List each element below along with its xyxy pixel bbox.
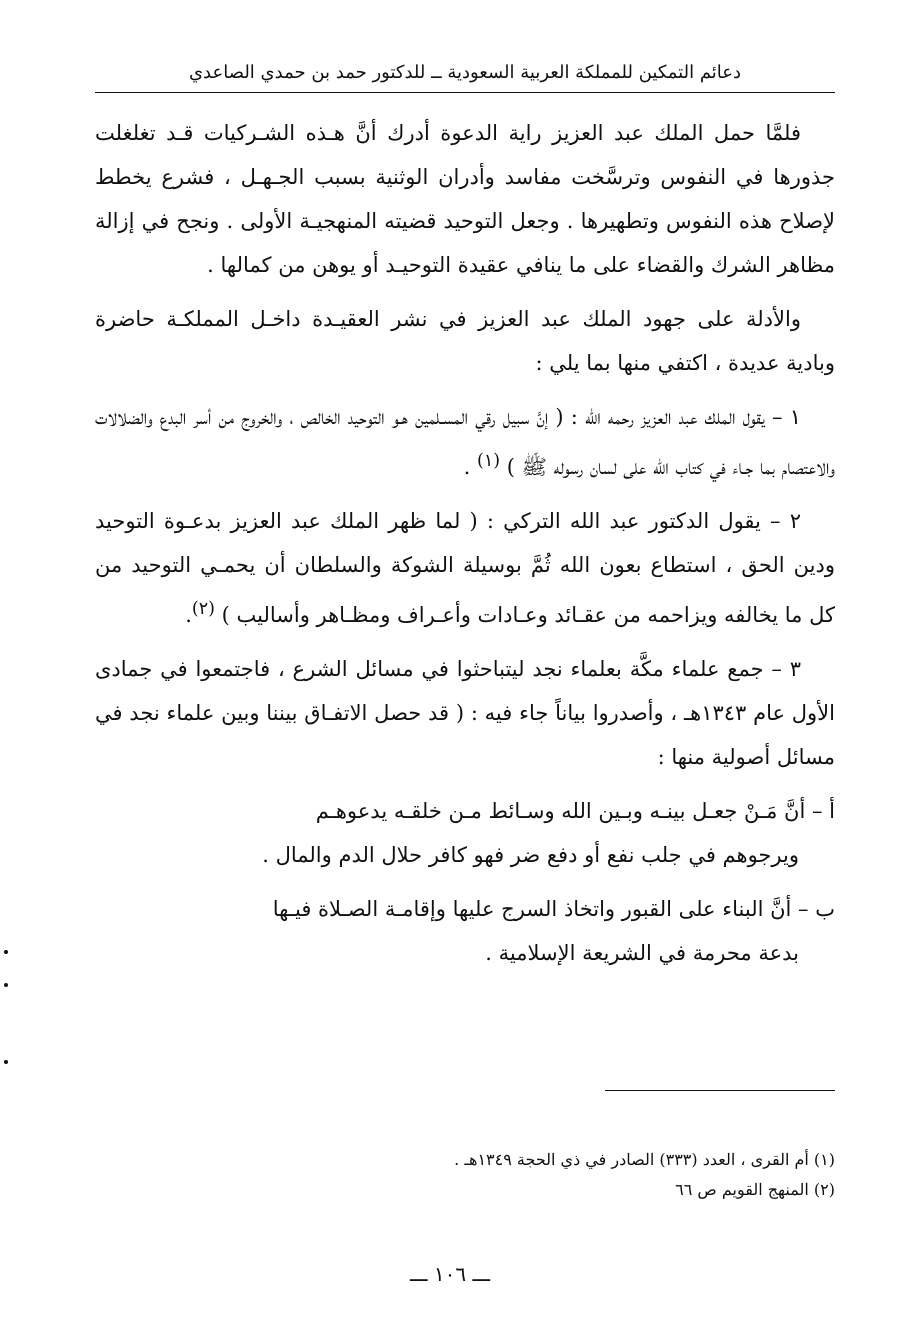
paragraph-4 <box>95 499 835 637</box>
list-item-b-first: ب – أنَّ البناء على القبور واتخاذ السرج عليها وإقامـة الصـلاة فيـها <box>272 897 835 921</box>
paragraph-5: ٣ – جمع علماء مكَّة بعلماء نجد ليتباحثوا في مسائل الشرع ، فاجتمعوا في جمادى الأول عام ١٣٤٣هـ ، وأصدروا بياناً جاء فيه : ( قد حصل الاتفـاق بيننا وبين علماء نجد في مسائل أصولية منها : <box>95 657 835 769</box>
body-text <box>95 111 835 975</box>
list-item-a <box>95 789 835 877</box>
footnote-ref-1: (١) <box>477 451 501 471</box>
list-item-a-cont: ويرجوهم في جلب نفع أو دفع ضر فهو كافر حلال الدم والمال . <box>262 843 799 867</box>
paragraph-3-end: . <box>463 455 478 479</box>
margin-mark <box>4 950 8 954</box>
paragraph-4-end: . <box>185 603 192 627</box>
list-item-b <box>95 887 835 975</box>
list-item-a-first: أ – أنَّ مَـنْ جعـل بينـه وبـين الله وسـائط مـن خلقـه يدعوهـم <box>315 799 835 823</box>
margin-mark <box>4 983 8 987</box>
paragraph-2: والأدلة على جهود الملك عبد العزيز في نشر العقيـدة داخـل المملكـة حاضرة وبادية عديدة ، اكتفي منها بما يلي : <box>95 307 835 375</box>
paragraph-1: فلمَّا حمل الملك عبد العزيز راية الدعوة أدرك أنَّ هـذه الشـركيات قـد تغلغلت جذورها في النفوس وترسَّخت مفاسد وأدران الوثنية بسبب الجـهـل ، فشرع يخطط لإصلاح هذه النفوس وتطهيرها . وجعل التوحيد قضيته المنهجيـة الأولى . ونجح في إزالة مظاهر الشرك والقضاء على ما ينافي عقيدة التوحيـد أو يوهن من كمالها . <box>95 121 835 277</box>
paragraph-4-text: ٢ – يقول الدكتور عبد الله التركي : ( لما ظهر الملك عبد العزيز بدعـوة التوحيد ودين الحق ، استطاع بعون الله ثُمَّ بوسيلة الشوكة والسلطان أن يحمـي التوحيد من كل ما يخالفه ويزاحمه من عقـائد وعـادات وأعـراف ومظـاهر وأساليب ) <box>95 509 835 627</box>
list-item-b-cont: بدعة محرمة في الشريعة الإسلامية . <box>485 941 799 965</box>
footnote-separator <box>605 1090 835 1091</box>
page-number: ـــ ١٠٦ ـــ <box>409 1262 491 1286</box>
page <box>95 60 835 985</box>
footnote-ref-2: (٢) <box>191 599 215 619</box>
running-header: دعائم التمكين للمملكة العربية السعودية ــ للدكتور حمد بن حمدي الصاعدي <box>95 60 835 93</box>
footnote-1: (١) أم القرى ، العدد (٣٣٣) الصادر في ذي الحجة ١٣٤٩هـ . <box>454 1150 835 1169</box>
footnotes <box>95 1145 835 1205</box>
paragraph-3 <box>95 395 835 489</box>
footnote-2: (٢) المنهج القويم ص ٦٦ <box>675 1180 835 1199</box>
paragraph-3-text: ١ – يقول الملك عبد العزيز رحمه الله : ( إنَّ سبيل رقي المسـلمين هـو التوحيد الخالص ، والخروج من أسر البدع والضلالات والاعتصام بما جـاء في كتاب الله على لسان رسوله ﷺ ) <box>95 405 835 479</box>
margin-mark <box>4 1060 8 1064</box>
